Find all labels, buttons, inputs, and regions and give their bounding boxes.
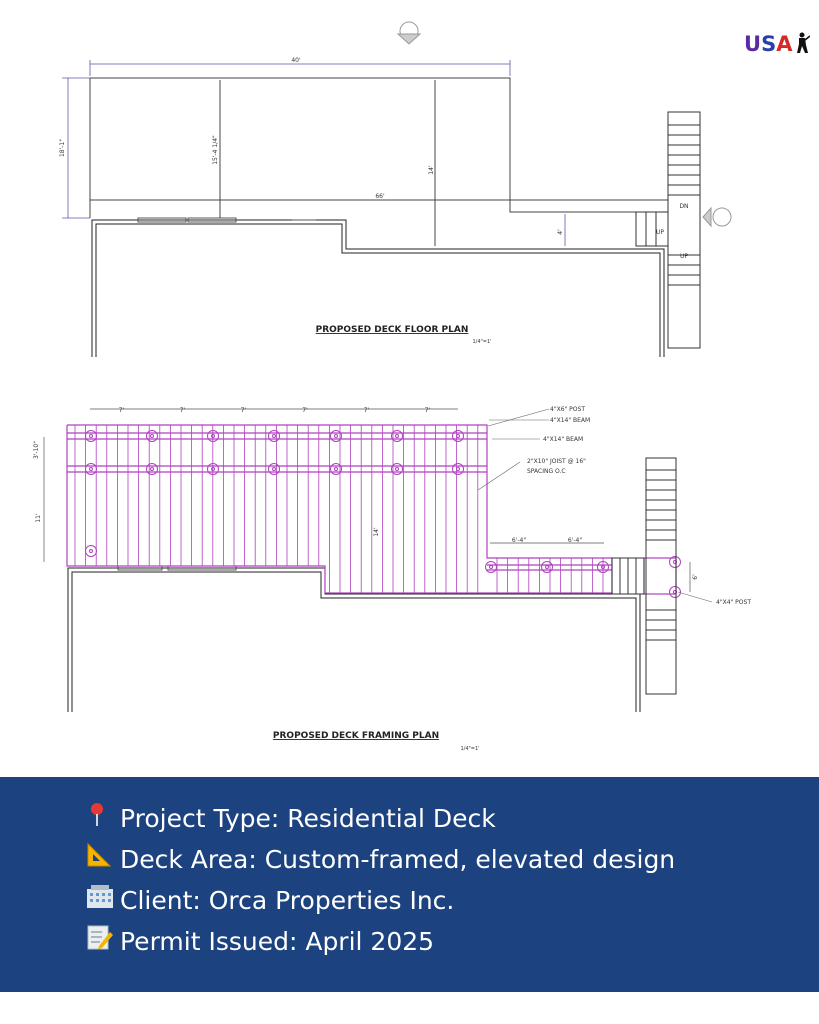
framing-lower-spacing-2: 6'-4" <box>567 537 583 544</box>
spacing-label: 7' <box>118 407 125 414</box>
stair-dn-label: DN <box>679 203 689 210</box>
callout-spacing: SPACING O.C <box>527 468 566 475</box>
floor-dim-center: 14' <box>428 165 435 175</box>
floor-plan-scale: 1/4"=1' <box>472 339 492 345</box>
client-line <box>86 883 454 918</box>
framing-left-dim-b: 11' <box>35 513 42 523</box>
project-info-banner <box>0 777 819 992</box>
floor-dim-inner: 15'-4 1/4" <box>212 135 219 165</box>
post-marker <box>269 431 280 442</box>
framing-plan-scale: 1/4"=1' <box>460 746 480 752</box>
post-marker <box>486 562 497 573</box>
framing-plan <box>44 409 712 712</box>
callout-joist: 2"X10" JOIST @ 16" <box>527 458 586 465</box>
project-type-text: Project Type: Residential Deck <box>120 804 496 833</box>
post-marker <box>86 546 97 557</box>
framing-plan-title: PROPOSED DECK FRAMING PLAN <box>272 731 440 741</box>
floor-plan <box>62 22 731 357</box>
post-marker-center <box>90 435 93 438</box>
worker-figure-icon <box>794 32 810 54</box>
stair-up-label-2: UP <box>679 253 689 260</box>
post-marker-center <box>90 468 93 471</box>
post-marker-center <box>335 435 338 438</box>
post-marker-center <box>273 468 276 471</box>
post-marker-center <box>273 435 276 438</box>
floor-dim-top: 40' <box>291 57 301 64</box>
post-marker-center <box>396 435 399 438</box>
post-marker-center <box>546 566 549 569</box>
floor-dim-width: 66' <box>375 193 385 200</box>
post-marker <box>453 464 464 475</box>
post-marker-center <box>457 435 460 438</box>
spacing-label: 7' <box>302 407 308 414</box>
project-type-line <box>86 801 496 836</box>
post-marker-center <box>90 550 93 553</box>
deck-area-text: Deck Area: Custom-framed, elevated design <box>120 845 676 874</box>
permit-text: Permit Issued: April 2025 <box>120 927 435 956</box>
post-marker-center <box>457 468 460 471</box>
north-arrow-icon <box>398 22 420 44</box>
post-marker-center <box>396 468 399 471</box>
triangle-ruler-icon <box>86 842 120 877</box>
pin-icon <box>86 801 120 836</box>
callout-post-4x6: 4"X6" POST <box>550 406 585 413</box>
post-marker-center <box>490 566 493 569</box>
post-marker <box>269 464 280 475</box>
spacing-label: 7' <box>363 407 370 414</box>
client-text: Client: Orca Properties Inc. <box>120 886 455 915</box>
framing-left-dim-a: 3'-10" <box>33 440 40 460</box>
post-marker-center <box>335 468 338 471</box>
post-marker <box>147 431 158 442</box>
callout-beam-1: 4"X14" BEAM <box>550 417 591 424</box>
permit-line <box>86 924 434 959</box>
framing-center-dim: 14' <box>373 527 380 537</box>
floor-plan-title: PROPOSED DECK FLOOR PLAN <box>315 325 469 335</box>
callout-post-4x4: 4"X4" POST <box>716 599 751 606</box>
deck-area-line <box>86 842 675 877</box>
stair-up-label-1: UP <box>655 229 665 236</box>
callout-beam-2: 4"X14" BEAM <box>543 436 584 443</box>
post-marker <box>453 431 464 442</box>
spacing-label: 7' <box>424 407 431 414</box>
office-building-icon <box>86 883 120 918</box>
post-marker <box>147 464 158 475</box>
memo-icon <box>86 924 120 959</box>
post-marker <box>86 431 97 442</box>
framing-right-dim: 6' <box>692 574 699 580</box>
floor-dim-left: 18'-1" <box>59 138 66 158</box>
post-marker-center <box>151 435 154 438</box>
side-north-arrow-icon <box>703 208 731 226</box>
spacing-label: 7' <box>240 407 247 414</box>
spacing-label: 7' <box>179 407 186 414</box>
post-marker <box>542 562 553 573</box>
usa-logo: USA <box>744 32 793 56</box>
framing-lower-spacing-1: 6'-4" <box>511 537 527 544</box>
post-marker-center <box>151 468 154 471</box>
floor-dim-step: 4' <box>557 229 564 235</box>
post-marker <box>86 464 97 475</box>
